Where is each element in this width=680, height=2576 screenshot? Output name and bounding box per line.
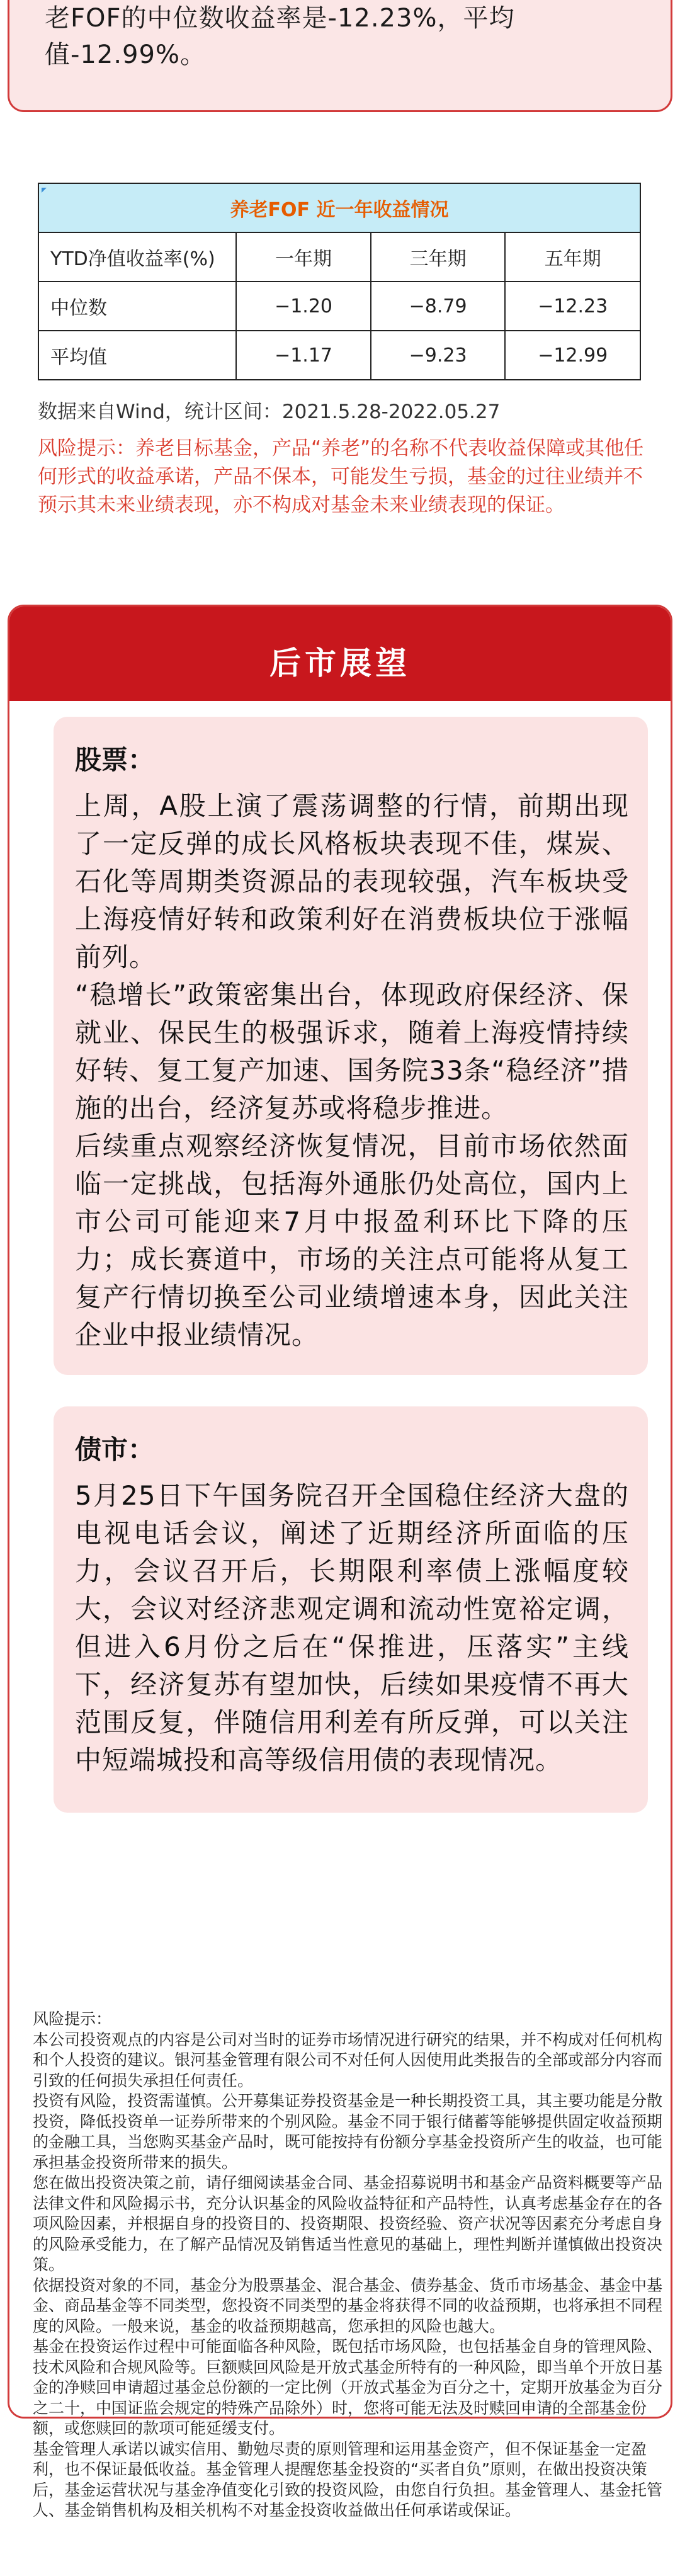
table-cell: −12.99	[505, 331, 640, 380]
table-cell: −1.17	[236, 331, 371, 380]
disclaimer-paragraph: 您在做出投资决策之前，请仔细阅读基金合同、基金招募说明书和基金产品资料概要等产品法律文件和风险揭示书，充分认识基金的风险收益特征和产品特性，认真考虑基金存在的各项风险因素，并根据自身的投资目的、投资期限、投资经验、资产状况等因素充分考虑自身的风险承受能力，在了解产品情况及销售适当性意见的基础上，理性判断并谨慎做出投资决策。	[33, 2174, 663, 2274]
column-header: 一年期	[236, 232, 371, 282]
table-cell: −8.79	[371, 282, 506, 331]
disclaimer-paragraph: 投资有风险，投资需谨慎。公开募集证券投资基金是一种长期投资工具，其主要功能是分散投资，降低投资单一证券所带来的个别风险。基金不同于银行储蓄等能够提供固定收益预期的金融工具，当您购买基金产品时，既可能按持有份额分享基金投资所产生的收益，也可能承担基金投资所带来的损失。	[33, 2092, 663, 2172]
column-header: 五年期	[505, 232, 640, 282]
intro-text: 老FOF的中位数收益率是-12.23%，平均值-12.99%。	[45, 4, 515, 69]
returns-table-wrap	[38, 183, 641, 380]
data-source-note: 数据来自Wind，统计区间：2021.5.28-2022.05.27	[38, 401, 501, 423]
disclaimer-heading: 风险提示：	[33, 2010, 112, 2028]
row-label: 平均值	[38, 331, 236, 380]
bonds-panel	[54, 1406, 648, 1813]
table-title: 养老FOF 近一年收益情况	[230, 199, 449, 221]
table-row	[38, 331, 640, 380]
returns-table	[38, 183, 641, 380]
table-title-cell	[38, 183, 640, 232]
outlook-header	[9, 607, 671, 701]
intro-card	[8, 0, 672, 112]
table-cell: −9.23	[371, 331, 506, 380]
outlook-title: 后市展望	[269, 644, 411, 681]
row-label: 中位数	[38, 282, 236, 331]
disclaimer	[33, 2009, 662, 2521]
table-cell: −1.20	[236, 282, 371, 331]
stocks-heading: 股票：	[75, 744, 155, 775]
disclaimer-paragraph: 基金在投资运作过程中可能面临各种风险，既包括市场风险，也包括基金自身的管理风险、技术风险和合规风险等。巨额赎回风险是开放式基金所特有的一种风险，即当单个开放日基金的净赎回申请超过基金总份额的一定比例（开放式基金为百分之十，定期开放基金为百分之二十，中国证监会规定的特殊产品除外）时，您将可能无法及时赎回申请的全部基金份额，或您赎回的款项可能延缓支付。	[33, 2337, 663, 2437]
corner-marker-icon	[42, 188, 47, 193]
column-header: YTD净值收益率(%)	[38, 232, 236, 282]
disclaimer-paragraph: 基金管理人承诺以诚实信用、勤勉尽责的原则管理和运用基金资产，但不保证基金一定盈利，也不保证最低收益。基金管理人提醒您基金投资的“买者自负”原则，在做出投资决策后，基金运营状况与基金净值变化引致的投资风险，由您自行负担。基金管理人、基金托管人、基金销售机构及相关机构不对基金投资收益做出任何承诺或保证。	[33, 2439, 663, 2519]
bonds-paragraph: 5月25日下午国务院召开全国稳住经济大盘的电视电话会议，阐述了近期经济所面临的压力，会议召开后，长期限利率债上涨幅度较大，会议对经济悲观定调和流动性宽裕定调，但进入6月份之后在“保推进，压落实”主线下，经济复苏有望加快，后续如果疫情不再大范围反复，伴随信用利差有所反弹，可以关注中短端城投和高等级信用债的表现情况。	[75, 1480, 629, 1775]
table-header-row	[38, 232, 640, 282]
stocks-panel	[54, 717, 648, 1375]
risk-warning: 风险提示：养老目标基金，产品“养老”的名称不代表收益保障或其他任何形式的收益承诺，产品不保本，可能发生亏损，基金的过往业绩并不预示其未来业绩表现，亦不构成对基金未来业绩表现的保证。	[38, 437, 644, 516]
disclaimer-paragraph: 本公司投资观点的内容是公司对当时的证券市场情况进行研究的结果，并不构成对任何机构和个人投资的建议。银河基金管理有限公司不对任何人因使用此类报告的全部或部分内容而引致的任何损失承担任何责任。	[33, 2030, 663, 2090]
stocks-paragraph: 上周，A股上演了震荡调整的行情，前期出现了一定反弹的成长风格板块表现不佳，煤炭、石化等周期类资源品的表现较强，汽车板块受上海疫情好转和政策利好在消费板块位于涨幅前列。	[75, 790, 629, 972]
disclaimer-paragraph: 依据投资对象的不同，基金分为股票基金、混合基金、债券基金、货币市场基金、基金中基金、商品基金等不同类型，您投资不同类型的基金将获得不同的收益预期，也将承担不同程度的风险。一般来说，基金的收益预期越高，您承担的风险也越大。	[33, 2276, 663, 2335]
column-header: 三年期	[371, 232, 506, 282]
stocks-paragraph: “稳增长”政策密集出台，体现政府保经济、保就业、保民生的极强诉求，随着上海疫情持续好转、复工复产加速、国务院33条“稳经济”措施的出台，经济复苏或将稳步推进。	[75, 979, 629, 1124]
table-cell: −12.23	[505, 282, 640, 331]
bonds-heading: 债市：	[75, 1434, 155, 1465]
table-row	[38, 282, 640, 331]
stocks-paragraph: 后续重点观察经济恢复情况，目前市场依然面临一定挑战，包括海外通胀仍处高位，国内上市公司可能迎来7月中报盈利环比下降的压力；成长赛道中，市场的关注点可能将从复工复产行情切换至公司业绩增速本身，因此关注企业中报业绩情况。	[75, 1131, 629, 1350]
